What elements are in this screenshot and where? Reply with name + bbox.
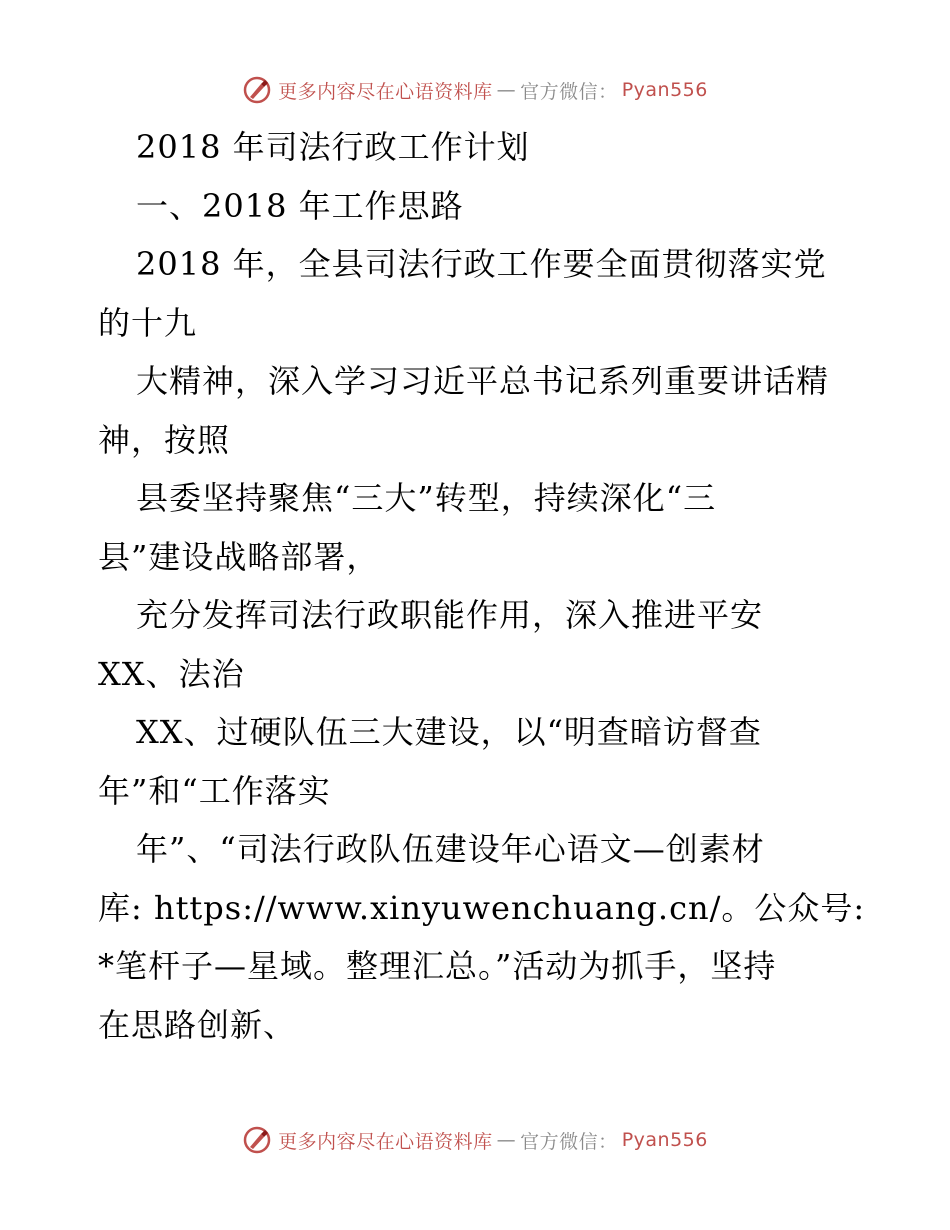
paragraph-line: 年”和“工作落实 [98,771,331,810]
paragraph-line: 库: https://www.xinyuwenchuang.cn/。公众号: [98,888,866,927]
pen-nib-circle-icon [242,75,272,105]
watermark-wechat-id: Pyan556 [621,79,708,101]
paragraph-line: XX、过硬队伍三大建设，以“明查暗访督查 [136,713,762,751]
paragraph-line: 充分发挥司法行政职能作用，深入推进平安 [136,596,764,634]
paragraph-line: 县”建设战略部署， [98,537,380,576]
header-watermark [0,70,950,110]
paragraph-line: 年”、“司法行政队伍建设年心语文—创素材 [136,830,765,868]
watermark-wechat-id: Pyan556 [621,1129,708,1151]
document-title: 2018 年司法行政工作计划 [136,128,530,166]
paragraph-line: *笔杆子—星域。整理汇总。”活动为抓手，坚持 [98,947,777,985]
watermark-label: 官方微信： [520,80,618,103]
paragraph-line: XX、法治 [98,654,245,693]
watermark-separator: — [496,1129,517,1151]
paragraph-line: 大精神，深入学习习近平总书记系列重要讲话精 [136,362,830,400]
footer-watermark [0,1120,950,1160]
watermark-separator: — [496,79,517,101]
paragraph-line: 县委坚持聚焦“三大”转型，持续深化“三 [136,479,717,517]
pen-nib-circle-icon [242,1125,272,1155]
section-heading: 一、2018 年工作思路 [136,186,464,225]
paragraph-line: 2018 年，全县司法行政工作要全面贯彻落实党 [136,245,827,283]
paragraph-line: 的十九 [98,303,198,342]
document-body [98,118,866,1054]
watermark-brand: 更多内容尽在心语资料库 [278,1130,493,1153]
watermark-label: 官方微信： [520,1130,618,1153]
paragraph-line: 在思路创新、 [98,1005,297,1044]
watermark-brand: 更多内容尽在心语资料库 [278,80,493,103]
paragraph-line: 神，按照 [98,420,231,459]
